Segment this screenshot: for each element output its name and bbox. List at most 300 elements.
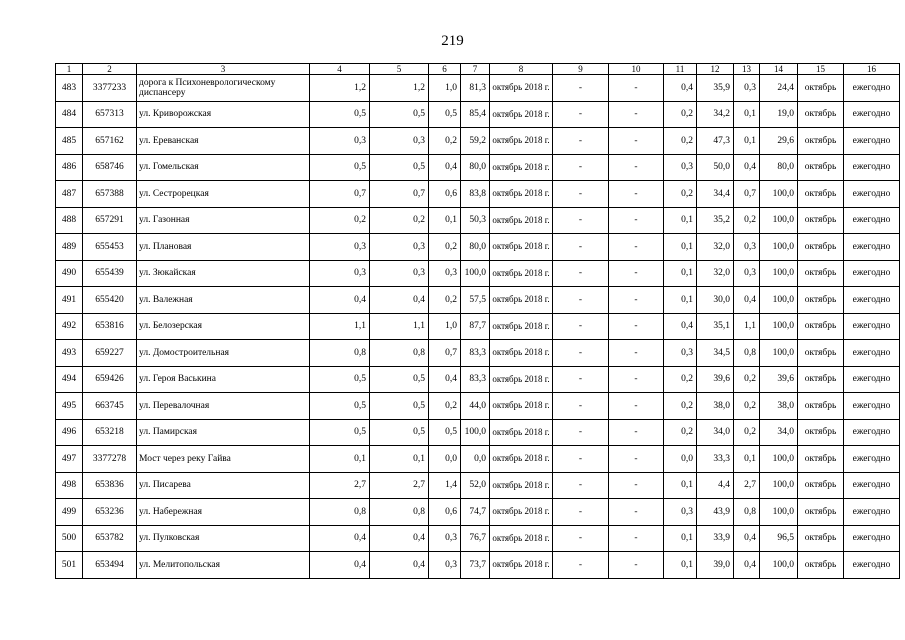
table-cell: 486 <box>56 154 83 181</box>
table-cell: - <box>609 154 664 181</box>
table-cell: 35,9 <box>697 75 734 102</box>
table-cell: 0,4 <box>734 154 760 181</box>
table-cell: октябрь <box>798 472 844 499</box>
table-cell: 100,0 <box>461 419 490 446</box>
table-cell: 0,7 <box>370 181 429 208</box>
table-cell: 658746 <box>83 154 137 181</box>
page-number: 219 <box>441 33 464 49</box>
column-header: 5 <box>370 64 429 75</box>
column-header: 4 <box>310 64 370 75</box>
table-cell: 32,0 <box>697 260 734 287</box>
table-cell: 483 <box>56 75 83 102</box>
table-cell: 34,0 <box>697 419 734 446</box>
table-cell: - <box>553 499 609 526</box>
table-cell: - <box>553 154 609 181</box>
column-header: 7 <box>461 64 490 75</box>
table-cell: 655420 <box>83 287 137 314</box>
table-cell: 0,4 <box>429 154 461 181</box>
column-header: 15 <box>798 64 844 75</box>
table-cell: 1,1 <box>370 313 429 340</box>
column-header: 9 <box>553 64 609 75</box>
table-row <box>56 234 900 261</box>
table-cell: 34,2 <box>697 101 734 128</box>
table-cell: - <box>553 313 609 340</box>
table-cell: ул. Белозерская <box>137 313 310 340</box>
table-cell: - <box>609 75 664 102</box>
table-row <box>56 154 900 181</box>
table-cell: 2,7 <box>370 472 429 499</box>
table-cell: 1,1 <box>734 313 760 340</box>
table-cell: 2,7 <box>310 472 370 499</box>
table-cell: 0,8 <box>734 340 760 367</box>
table-cell: ежегодно <box>844 207 900 234</box>
table-cell: 488 <box>56 207 83 234</box>
table-cell: 0,5 <box>370 366 429 393</box>
table-header <box>56 64 900 75</box>
table-cell: 34,4 <box>697 181 734 208</box>
table-row <box>56 393 900 420</box>
table-cell: 80,0 <box>760 154 798 181</box>
table-cell: 83,3 <box>461 366 490 393</box>
table-cell: дорога к Психоневрологическому диспансеру <box>137 75 310 102</box>
column-header: 13 <box>734 64 760 75</box>
table-cell: 32,0 <box>697 234 734 261</box>
table-cell: 0,2 <box>429 393 461 420</box>
table-cell: 33,3 <box>697 446 734 473</box>
table-cell: октябрь 2018 г. <box>490 287 553 314</box>
table-cell: 0,5 <box>310 154 370 181</box>
table-cell: 0,8 <box>310 499 370 526</box>
table-cell: - <box>553 181 609 208</box>
table-cell: ул. Героя Васькина <box>137 366 310 393</box>
table-cell: 0,2 <box>734 419 760 446</box>
table-cell: 19,0 <box>760 101 798 128</box>
table-cell: 39,6 <box>697 366 734 393</box>
table-cell: 38,0 <box>697 393 734 420</box>
table-cell: 100,0 <box>760 340 798 367</box>
table-cell: - <box>609 313 664 340</box>
table-cell: ул. Домостроительная <box>137 340 310 367</box>
table-cell: 0,4 <box>734 552 760 579</box>
table-cell: 653218 <box>83 419 137 446</box>
table-cell: 0,2 <box>664 366 697 393</box>
table-cell: 96,5 <box>760 525 798 552</box>
table-cell: 100,0 <box>760 260 798 287</box>
table-cell: ежегодно <box>844 313 900 340</box>
table-cell: 657388 <box>83 181 137 208</box>
table-row <box>56 207 900 234</box>
table-cell: 100,0 <box>760 499 798 526</box>
table-cell: - <box>609 446 664 473</box>
table-cell: - <box>553 446 609 473</box>
column-header: 2 <box>83 64 137 75</box>
table-cell: 100,0 <box>760 472 798 499</box>
table-cell: 0,1 <box>370 446 429 473</box>
table-cell: 494 <box>56 366 83 393</box>
table-cell: октябрь 2018 г. <box>490 472 553 499</box>
table-cell: ул. Зюкайская <box>137 260 310 287</box>
table-cell: 85,4 <box>461 101 490 128</box>
table-cell: 76,7 <box>461 525 490 552</box>
table-cell: 0,8 <box>310 340 370 367</box>
table-cell: - <box>609 101 664 128</box>
table-cell: ул. Мелитопольская <box>137 552 310 579</box>
table-cell: 497 <box>56 446 83 473</box>
table-cell: 0,0 <box>461 446 490 473</box>
column-header: 14 <box>760 64 798 75</box>
table-row <box>56 313 900 340</box>
table-cell: октябрь 2018 г. <box>490 75 553 102</box>
table-cell: ул. Криворожская <box>137 101 310 128</box>
table-cell: ежегодно <box>844 75 900 102</box>
table-row <box>56 128 900 155</box>
table-cell: 0,3 <box>429 525 461 552</box>
table-cell: - <box>553 340 609 367</box>
table-cell: 44,0 <box>461 393 490 420</box>
table-cell: 485 <box>56 128 83 155</box>
table-cell: ежегодно <box>844 128 900 155</box>
table-cell: 0,2 <box>734 366 760 393</box>
table-cell: ежегодно <box>844 260 900 287</box>
table-cell: 663745 <box>83 393 137 420</box>
table-cell: октябрь <box>798 234 844 261</box>
table-cell: 0,3 <box>310 128 370 155</box>
table-row <box>56 181 900 208</box>
table-cell: 0,5 <box>429 419 461 446</box>
table-cell: 80,0 <box>461 234 490 261</box>
table-cell: октябрь 2018 г. <box>490 128 553 155</box>
table-cell: 500 <box>56 525 83 552</box>
table-cell: Мост через реку Гайва <box>137 446 310 473</box>
table-cell: 4,4 <box>697 472 734 499</box>
table-cell: октябрь 2018 г. <box>490 340 553 367</box>
table-cell: 100,0 <box>760 287 798 314</box>
table-cell: 74,7 <box>461 499 490 526</box>
table-cell: 35,1 <box>697 313 734 340</box>
table-cell: 100,0 <box>760 446 798 473</box>
table-cell: 0,5 <box>429 101 461 128</box>
table-cell: 487 <box>56 181 83 208</box>
table-cell: 0,3 <box>310 234 370 261</box>
table-cell: октябрь 2018 г. <box>490 234 553 261</box>
table-cell: октябрь 2018 г. <box>490 393 553 420</box>
column-header: 1 <box>56 64 83 75</box>
table-cell: 3377278 <box>83 446 137 473</box>
table-cell: - <box>609 419 664 446</box>
table-cell: 0,1 <box>664 207 697 234</box>
table-cell: 484 <box>56 101 83 128</box>
table-cell: ежегодно <box>844 340 900 367</box>
table-cell: 653836 <box>83 472 137 499</box>
table-cell: 0,7 <box>429 340 461 367</box>
table-cell: 653816 <box>83 313 137 340</box>
table-cell: ежегодно <box>844 419 900 446</box>
table-cell: 657313 <box>83 101 137 128</box>
table-cell: 0,1 <box>429 207 461 234</box>
table-cell: 100,0 <box>760 181 798 208</box>
table-cell: 0,3 <box>310 260 370 287</box>
table-cell: 0,3 <box>664 499 697 526</box>
table-cell: - <box>609 525 664 552</box>
table-cell: - <box>609 552 664 579</box>
table-cell: октябрь 2018 г. <box>490 366 553 393</box>
table-cell: 0,2 <box>310 207 370 234</box>
table-cell: ежегодно <box>844 552 900 579</box>
table-cell: - <box>553 75 609 102</box>
table-cell: 81,3 <box>461 75 490 102</box>
table-cell: 653782 <box>83 525 137 552</box>
table-cell: 0,1 <box>664 525 697 552</box>
table-cell: октябрь <box>798 419 844 446</box>
table-cell: 657291 <box>83 207 137 234</box>
table-cell: 0,1 <box>664 472 697 499</box>
table-cell: 47,3 <box>697 128 734 155</box>
table-cell: ул. Плановая <box>137 234 310 261</box>
table-cell: 0,5 <box>370 419 429 446</box>
table-cell: октябрь <box>798 101 844 128</box>
table-cell: 0,4 <box>370 552 429 579</box>
table-cell: 0,7 <box>734 181 760 208</box>
table-cell: 657162 <box>83 128 137 155</box>
table-row <box>56 499 900 526</box>
table-cell: - <box>609 366 664 393</box>
table-row <box>56 101 900 128</box>
table-cell: октябрь 2018 г. <box>490 313 553 340</box>
table-cell: 100,0 <box>760 207 798 234</box>
table-cell: 0,4 <box>310 287 370 314</box>
table-cell: 83,8 <box>461 181 490 208</box>
table-cell: 0,2 <box>664 128 697 155</box>
table-cell: 0,4 <box>310 525 370 552</box>
data-table <box>55 63 900 579</box>
table-cell: 0,4 <box>734 287 760 314</box>
table-cell: - <box>609 128 664 155</box>
table-cell: ежегодно <box>844 234 900 261</box>
table-cell: 655453 <box>83 234 137 261</box>
table-cell: ул. Перевалочная <box>137 393 310 420</box>
table-cell: 0,0 <box>429 446 461 473</box>
table-cell: 43,9 <box>697 499 734 526</box>
table-cell: 1,1 <box>310 313 370 340</box>
table-cell: 0,8 <box>370 340 429 367</box>
table-cell: ул. Пулковская <box>137 525 310 552</box>
table-cell: ул. Набережная <box>137 499 310 526</box>
table-cell: 0,2 <box>734 207 760 234</box>
table-cell: - <box>609 234 664 261</box>
table-cell: октябрь 2018 г. <box>490 260 553 287</box>
table-cell: ежегодно <box>844 366 900 393</box>
table-cell: октябрь 2018 г. <box>490 525 553 552</box>
table-cell: 490 <box>56 260 83 287</box>
table-cell: ул. Сестрорецкая <box>137 181 310 208</box>
table-cell: 0,5 <box>310 419 370 446</box>
table-cell: 0,2 <box>664 181 697 208</box>
table-cell: 0,5 <box>370 101 429 128</box>
table-row <box>56 446 900 473</box>
table-cell: 0,5 <box>370 154 429 181</box>
table-cell: 0,3 <box>370 234 429 261</box>
table-cell: 1,4 <box>429 472 461 499</box>
table-cell: ежегодно <box>844 446 900 473</box>
table-cell: 501 <box>56 552 83 579</box>
table-cell: 0,2 <box>370 207 429 234</box>
table-row <box>56 287 900 314</box>
table-cell: октябрь <box>798 75 844 102</box>
table-cell: 59,2 <box>461 128 490 155</box>
table-cell: октябрь <box>798 207 844 234</box>
table-cell: - <box>609 260 664 287</box>
table-cell: октябрь <box>798 181 844 208</box>
table-row <box>56 340 900 367</box>
table-cell: 491 <box>56 287 83 314</box>
table-cell: 0,2 <box>429 128 461 155</box>
table-cell: 659227 <box>83 340 137 367</box>
table-cell: - <box>553 552 609 579</box>
table-cell: 0,4 <box>310 552 370 579</box>
table-cell: октябрь <box>798 552 844 579</box>
column-header: 6 <box>429 64 461 75</box>
table-cell: 1,0 <box>429 75 461 102</box>
table-cell: 489 <box>56 234 83 261</box>
table-cell: ежегодно <box>844 525 900 552</box>
table-cell: 653494 <box>83 552 137 579</box>
column-header: 11 <box>664 64 697 75</box>
table-cell: - <box>553 260 609 287</box>
table-cell: 0,2 <box>664 419 697 446</box>
table-cell: 100,0 <box>461 260 490 287</box>
table-cell: 0,1 <box>664 260 697 287</box>
table-cell: октябрь <box>798 313 844 340</box>
table-cell: - <box>609 340 664 367</box>
table-cell: - <box>609 287 664 314</box>
table-cell: - <box>553 128 609 155</box>
table-cell: октябрь <box>798 154 844 181</box>
table-cell: 0,4 <box>664 313 697 340</box>
table-cell: 0,4 <box>370 287 429 314</box>
table-cell: 0,8 <box>370 499 429 526</box>
table-cell: 0,5 <box>370 393 429 420</box>
column-header: 3 <box>137 64 310 75</box>
table-cell: 0,1 <box>734 446 760 473</box>
table-cell: 0,4 <box>370 525 429 552</box>
table-cell: октябрь 2018 г. <box>490 446 553 473</box>
table-cell: 34,5 <box>697 340 734 367</box>
table-cell: 0,2 <box>429 234 461 261</box>
table-cell: 80,0 <box>461 154 490 181</box>
table-row <box>56 525 900 552</box>
table-cell: 0,2 <box>429 287 461 314</box>
column-header: 10 <box>609 64 664 75</box>
table-cell: 0,3 <box>734 260 760 287</box>
table-cell: 0,7 <box>310 181 370 208</box>
table-cell: ежегодно <box>844 499 900 526</box>
table-cell: 498 <box>56 472 83 499</box>
table-cell: ул. Писарева <box>137 472 310 499</box>
table-cell: 39,6 <box>760 366 798 393</box>
table-cell: 0,1 <box>664 552 697 579</box>
column-header: 8 <box>490 64 553 75</box>
table-row <box>56 419 900 446</box>
table-cell: 29,6 <box>760 128 798 155</box>
table-cell: 0,1 <box>734 101 760 128</box>
table-cell: октябрь <box>798 340 844 367</box>
table-cell: 0,2 <box>664 393 697 420</box>
table-cell: октябрь 2018 г. <box>490 419 553 446</box>
table-cell: 499 <box>56 499 83 526</box>
table-cell: ежегодно <box>844 181 900 208</box>
table-cell: 0,3 <box>370 260 429 287</box>
table-row <box>56 366 900 393</box>
table-cell: 0,4 <box>664 75 697 102</box>
table-body <box>56 75 900 579</box>
table-cell: ул. Ереванская <box>137 128 310 155</box>
table-cell: 0,4 <box>734 525 760 552</box>
table-row <box>56 260 900 287</box>
table-cell: - <box>553 234 609 261</box>
table-cell: - <box>553 101 609 128</box>
table-cell: 34,0 <box>760 419 798 446</box>
table-cell: 33,9 <box>697 525 734 552</box>
table-cell: 100,0 <box>760 313 798 340</box>
table-cell: октябрь 2018 г. <box>490 207 553 234</box>
table-cell: октябрь <box>798 499 844 526</box>
table-cell: 30,0 <box>697 287 734 314</box>
table-cell: - <box>553 393 609 420</box>
table-cell: октябрь <box>798 366 844 393</box>
table-cell: ул. Валежная <box>137 287 310 314</box>
table-cell: 492 <box>56 313 83 340</box>
table-cell: 57,5 <box>461 287 490 314</box>
table-cell: - <box>609 207 664 234</box>
table-row <box>56 472 900 499</box>
table-cell: ежегодно <box>844 101 900 128</box>
table-cell: 38,0 <box>760 393 798 420</box>
table-cell: ул. Памирская <box>137 419 310 446</box>
table-cell: 0,5 <box>310 101 370 128</box>
table-cell: ежегодно <box>844 287 900 314</box>
table-cell: - <box>553 287 609 314</box>
table-cell: октябрь 2018 г. <box>490 101 553 128</box>
table-cell: 83,3 <box>461 340 490 367</box>
header-row <box>56 64 900 75</box>
table-cell: - <box>553 472 609 499</box>
table-cell: октябрь <box>798 525 844 552</box>
table-cell: - <box>609 499 664 526</box>
table-cell: 496 <box>56 419 83 446</box>
table-cell: ежегодно <box>844 154 900 181</box>
table-cell: октябрь <box>798 287 844 314</box>
table-cell: 73,7 <box>461 552 490 579</box>
table-cell: октябрь 2018 г. <box>490 552 553 579</box>
table-cell: - <box>609 393 664 420</box>
table-cell: 0,0 <box>664 446 697 473</box>
table-cell: октябрь 2018 г. <box>490 499 553 526</box>
table-cell: 3377233 <box>83 75 137 102</box>
table-cell: ежегодно <box>844 393 900 420</box>
table-cell: 0,5 <box>310 393 370 420</box>
table-cell: ул. Газонная <box>137 207 310 234</box>
table-cell: 655439 <box>83 260 137 287</box>
table-cell: - <box>553 207 609 234</box>
table-cell: - <box>609 472 664 499</box>
table-cell: октябрь 2018 г. <box>490 154 553 181</box>
table-cell: ул. Гомельская <box>137 154 310 181</box>
table-cell: 0,2 <box>734 393 760 420</box>
table-cell: 0,3 <box>734 75 760 102</box>
table-cell: октябрь <box>798 260 844 287</box>
table-row <box>56 75 900 102</box>
table-cell: октябрь <box>798 128 844 155</box>
